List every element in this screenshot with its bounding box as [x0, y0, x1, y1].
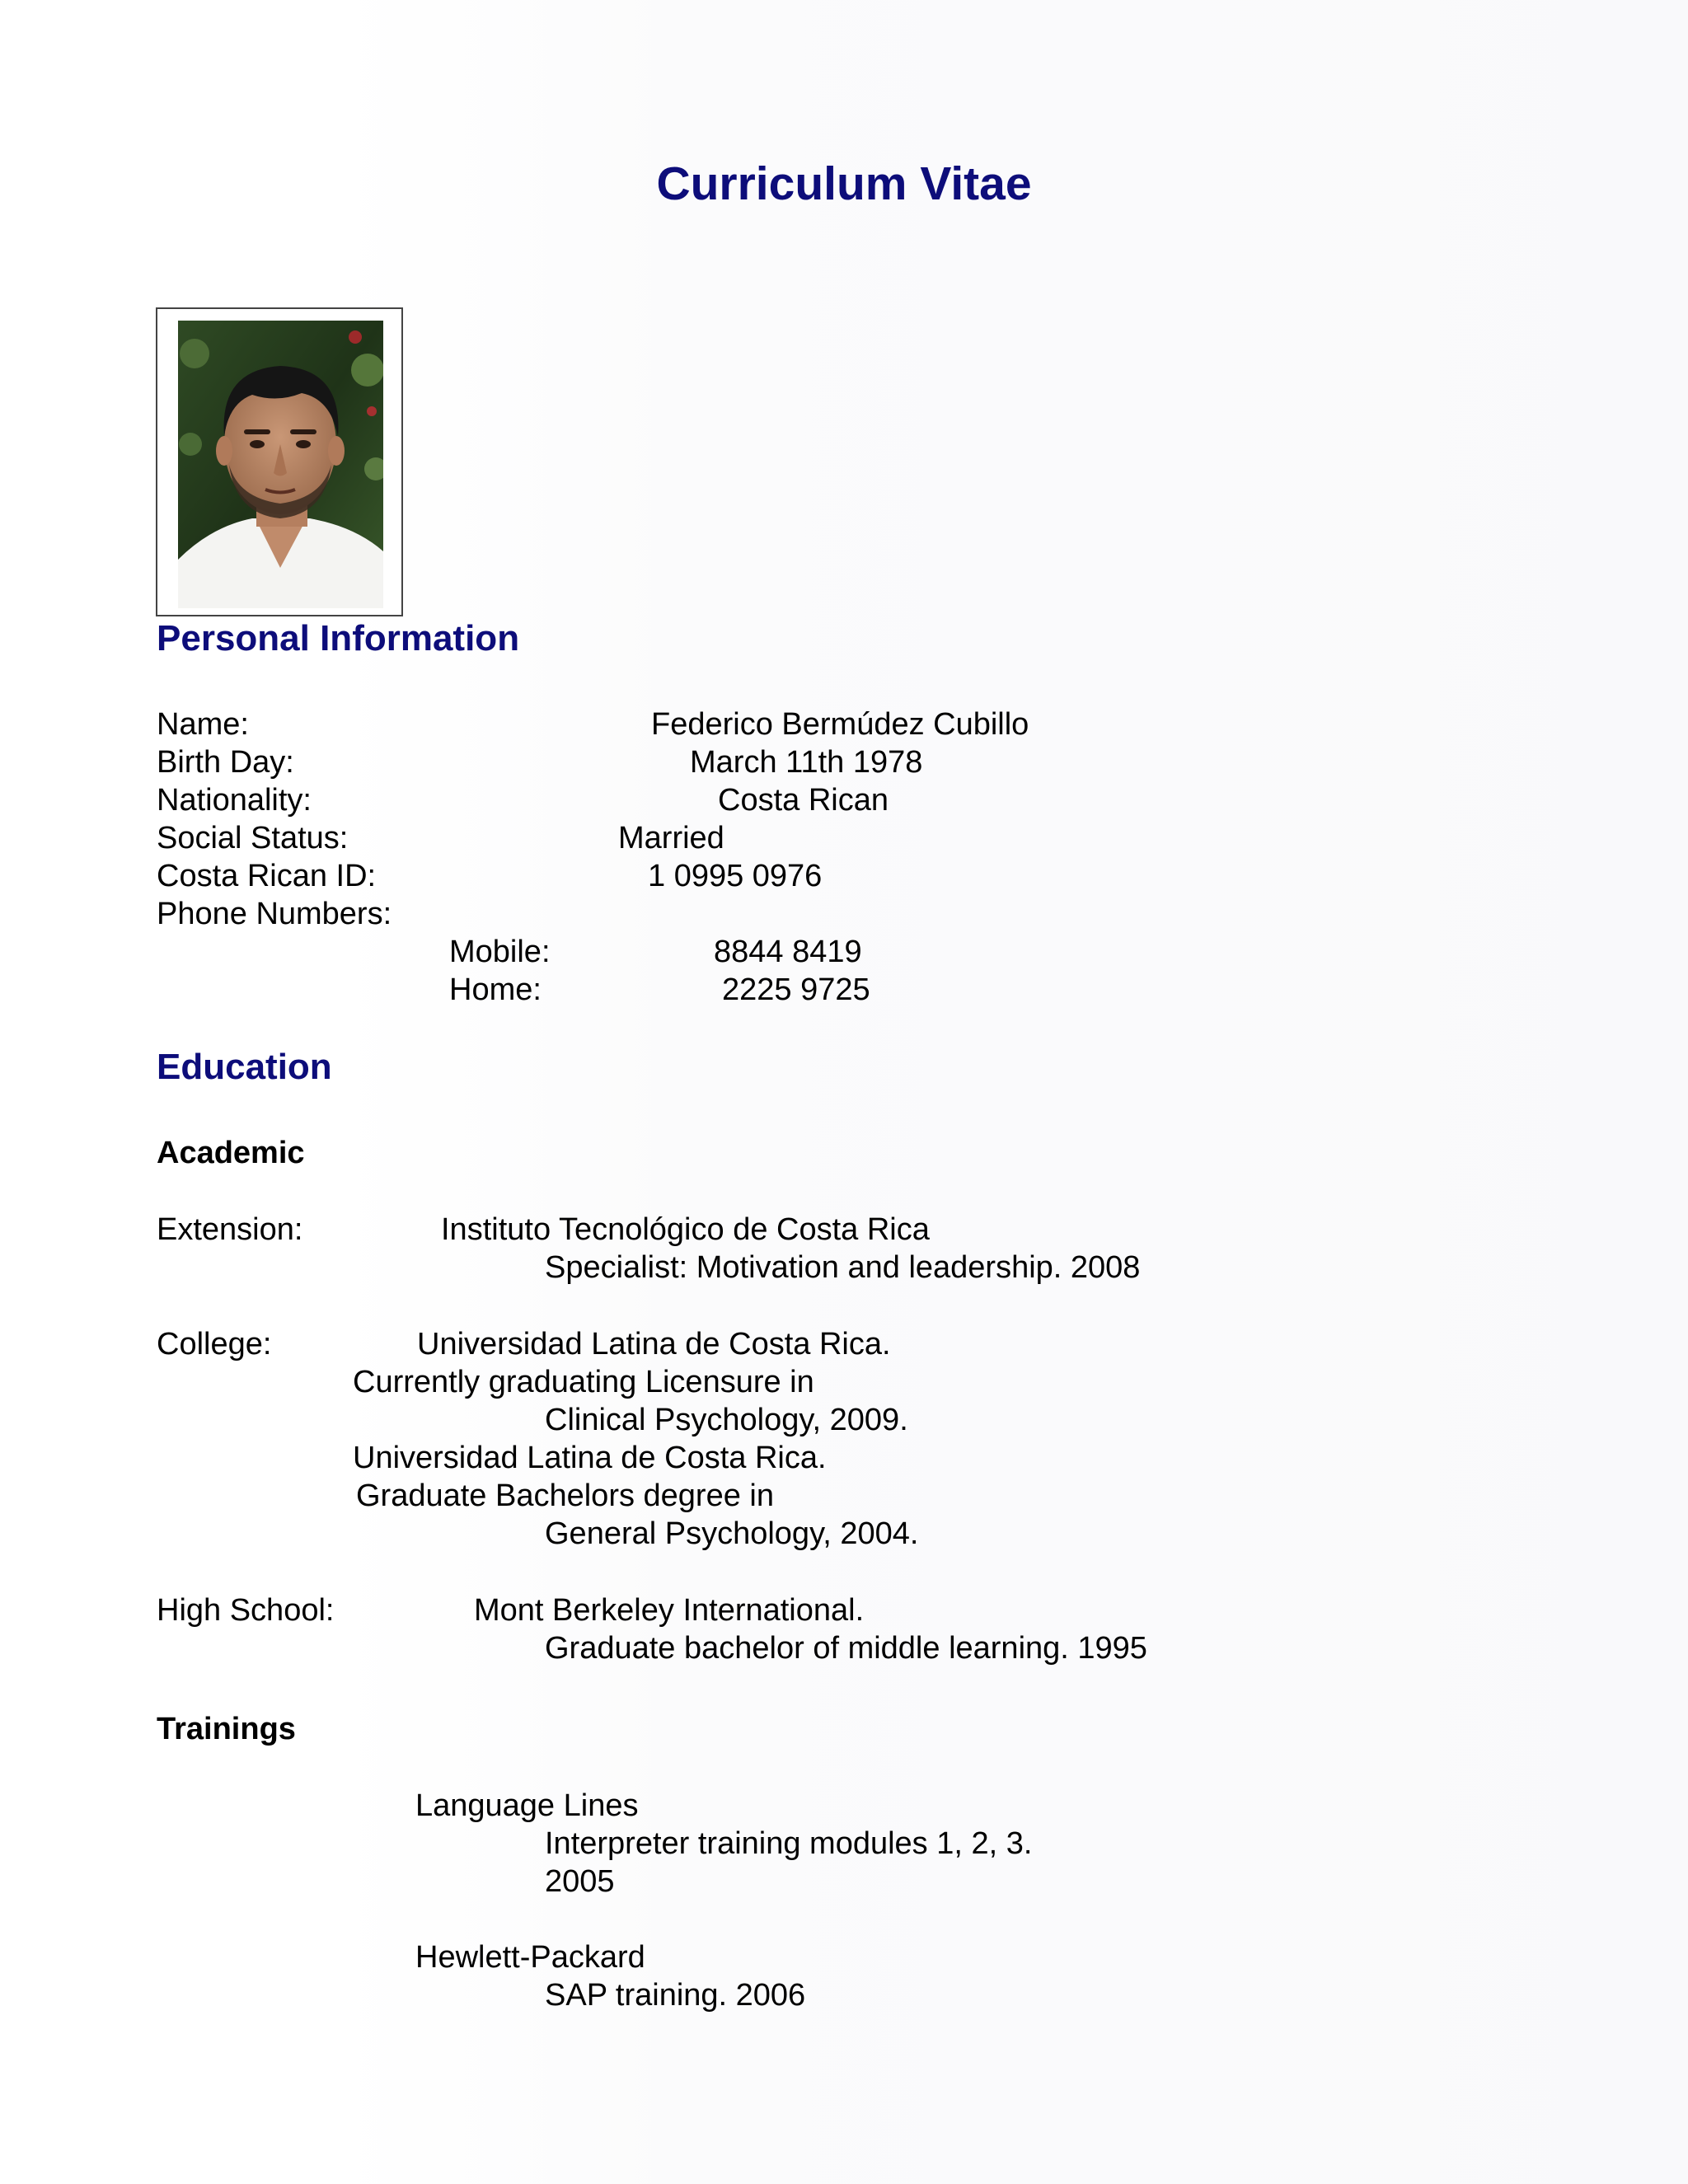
college-line-5: Graduate Bachelors degree in [356, 1479, 774, 1513]
profile-photo [178, 321, 383, 608]
training-detail: Interpreter training modules 1, 2, 3. [545, 1826, 1033, 1861]
high-school-detail: Graduate bachelor of middle learning. 1995 [545, 1631, 1147, 1666]
home-label: Home: [449, 972, 542, 1007]
extension-label: Extension: [157, 1212, 303, 1247]
document-title: Curriculum Vitae [656, 157, 1032, 210]
education-heading: Education [157, 1047, 332, 1087]
college-line-3: Clinical Psychology, 2009. [545, 1403, 908, 1437]
training-org: Hewlett-Packard [415, 1940, 645, 1975]
trainings-heading: Trainings [157, 1712, 296, 1746]
nationality-value: Costa Rican [718, 783, 889, 818]
college-label: College: [157, 1327, 272, 1361]
college-institution: Universidad Latina de Costa Rica. [417, 1327, 891, 1361]
training-year: 2005 [545, 1864, 615, 1899]
phone-numbers-label: Phone Numbers: [157, 897, 392, 931]
id-label: Costa Rican ID: [157, 859, 377, 893]
home-value: 2225 9725 [722, 972, 870, 1007]
college-line-6: General Psychology, 2004. [545, 1516, 919, 1551]
college-line-4: Universidad Latina de Costa Rica. [353, 1441, 827, 1475]
training-org: Language Lines [415, 1788, 639, 1823]
name-value: Federico Bermúdez Cubillo [651, 707, 1029, 742]
extension-detail: Specialist: Motivation and leadership. 2008 [545, 1250, 1141, 1285]
high-school-label: High School: [157, 1593, 335, 1628]
mobile-label: Mobile: [449, 935, 551, 969]
profile-photo-frame [156, 307, 403, 616]
birth-day-value: March 11th 1978 [690, 745, 923, 780]
nationality-label: Nationality: [157, 783, 312, 818]
social-status-value: Married [618, 821, 724, 855]
social-status-label: Social Status: [157, 821, 349, 855]
training-detail: SAP training. 2006 [545, 1978, 806, 2013]
extension-institution: Instituto Tecnológico de Costa Rica [441, 1212, 930, 1247]
academic-heading: Academic [157, 1136, 305, 1170]
mobile-value: 8844 8419 [714, 935, 862, 969]
personal-information-heading: Personal Information [157, 618, 520, 658]
high-school-institution: Mont Berkeley International. [474, 1593, 865, 1628]
id-value: 1 0995 0976 [648, 859, 823, 893]
name-label: Name: [157, 707, 249, 742]
college-line-2: Currently graduating Licensure in [353, 1365, 814, 1399]
birth-day-label: Birth Day: [157, 745, 294, 780]
